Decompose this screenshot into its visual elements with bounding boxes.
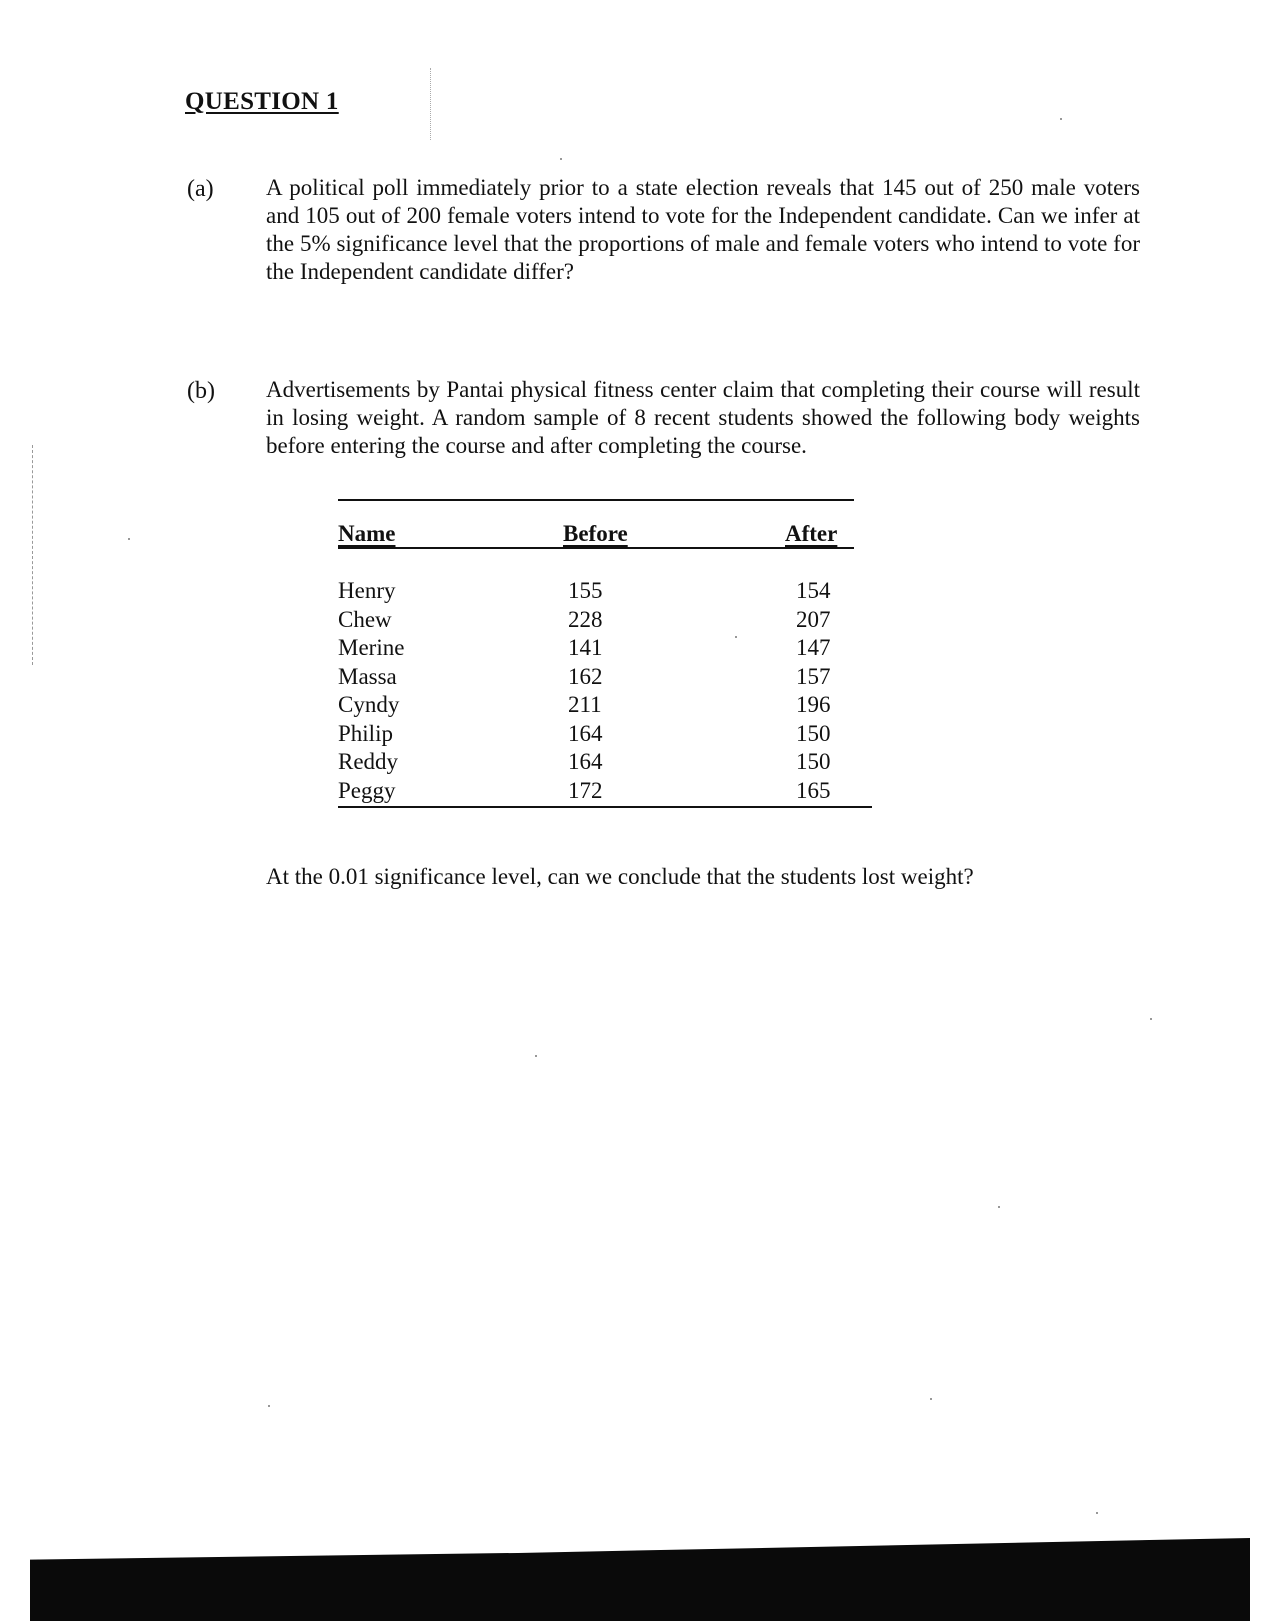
scan-speck xyxy=(128,538,130,540)
column-header-name: Name xyxy=(338,521,396,546)
part-b-label: (b) xyxy=(187,378,215,404)
cell-before: 141 xyxy=(568,635,603,660)
table-row xyxy=(338,691,854,720)
part-b-text: Advertisements by Pantai physical fitness center claim that completing their course will result in losing weight. A random sample of 8 recent students showed the following body weights before entering the course and after completing the course. xyxy=(266,377,1140,458)
scan-margin-line xyxy=(32,445,33,665)
scan-speck xyxy=(560,158,562,160)
scan-speck xyxy=(998,1206,1000,1208)
table-row xyxy=(338,720,854,749)
cell-before: 164 xyxy=(568,720,603,746)
cell-after: 196 xyxy=(796,692,831,717)
table-row xyxy=(338,634,854,663)
scan-speck xyxy=(1096,1512,1098,1514)
question-heading: QUESTION 1 xyxy=(185,88,339,115)
table-body xyxy=(338,577,854,805)
scan-speck xyxy=(535,1055,537,1057)
scan-speck xyxy=(268,1405,270,1407)
cell-before: 164 xyxy=(568,749,603,774)
scan-shadow-band xyxy=(30,1538,1250,1621)
cell-name: Philip xyxy=(338,720,393,746)
table-row xyxy=(338,577,854,606)
cell-name: Merine xyxy=(338,635,405,660)
header-rule xyxy=(338,547,854,549)
cell-name: Henry xyxy=(338,578,396,603)
table-row xyxy=(338,748,854,777)
part-a-label: (a) xyxy=(187,176,214,202)
cell-name: Reddy xyxy=(338,749,399,774)
cell-name: Chew xyxy=(338,606,392,632)
cell-after: 150 xyxy=(796,720,831,746)
cell-before: 172 xyxy=(568,777,603,803)
cell-name: Massa xyxy=(338,663,397,689)
table-row xyxy=(338,606,854,635)
scan-artifact-line xyxy=(430,68,431,140)
scan-speck xyxy=(1060,118,1062,120)
cell-before: 228 xyxy=(568,606,603,632)
cell-before: 162 xyxy=(568,663,603,689)
cell-after: 207 xyxy=(796,606,831,632)
cell-after: 154 xyxy=(796,578,831,603)
cell-after: 147 xyxy=(796,635,831,660)
table-row xyxy=(338,663,854,692)
cell-name: Peggy xyxy=(338,777,396,803)
table-top-rule xyxy=(338,499,854,501)
cell-before: 211 xyxy=(568,692,602,717)
column-header-before: Before xyxy=(563,521,628,546)
table-bottom-rule xyxy=(338,806,872,808)
cell-after: 157 xyxy=(796,663,831,689)
column-header-after: After xyxy=(785,521,838,546)
table-row xyxy=(338,777,854,806)
scan-speck xyxy=(930,1398,932,1400)
scan-speck xyxy=(735,636,737,638)
cell-name: Cyndy xyxy=(338,692,400,717)
part-a-text: A political poll immediately prior to a state election reveals that 145 out of 250 male voters and 105 out of 200 female voters intend to vote for the Independent candidate. Can we infer at the 5% significance level that the proportions of male and female voters who intend to vote for the Independent candidate differ? xyxy=(266,175,1140,284)
cell-after: 150 xyxy=(796,749,831,774)
cell-before: 155 xyxy=(568,578,603,603)
part-b-question: At the 0.01 significance level, can we conclude that the students lost weight? xyxy=(266,864,974,889)
cell-after: 165 xyxy=(796,777,831,803)
scan-speck xyxy=(1150,1018,1152,1020)
